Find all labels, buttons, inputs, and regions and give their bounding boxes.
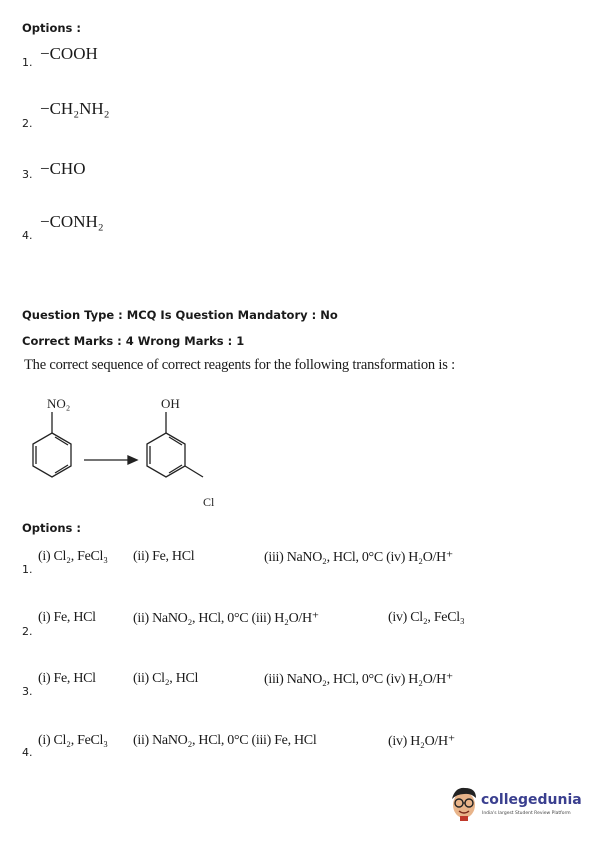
option-number: 4.	[22, 746, 33, 759]
option-number: 1.	[22, 56, 33, 69]
option-text: −CH₂NH₂	[40, 99, 110, 118]
option-part: (i) Cl₂, FeCl₃	[38, 733, 108, 748]
option-part: (iv) H₂O/H⁺	[388, 734, 455, 749]
logo-tagline: India's largest Student Review Platform	[482, 811, 571, 816]
chlorophenol-structure	[147, 412, 203, 477]
option-number: 4.	[22, 229, 33, 242]
option-part: (iii) NaNO₂, HCl, 0°C (iv) H₂O/H⁺	[264, 550, 453, 565]
option-number: 2.	[22, 117, 33, 130]
reaction-scheme	[0, 390, 300, 520]
options-heading: Options :	[22, 21, 81, 35]
option-number: 2.	[22, 625, 33, 638]
option-part: (ii) Fe, HCl	[133, 549, 195, 564]
product-label-oh: OH	[161, 396, 180, 411]
collegedunia-logo	[449, 783, 581, 827]
option-part: (ii) NaNO₂, HCl, 0°C (iii) Fe, HCl	[133, 733, 317, 748]
option-part: (iii) NaNO₂, HCl, 0°C (iv) H₂O/H⁺	[264, 672, 453, 687]
option-part: (iv) Cl₂, FeCl₃	[388, 610, 465, 625]
option-part: (i) Fe, HCl	[38, 671, 96, 686]
logo-wordmark: collegedunia	[481, 792, 582, 808]
option-text: −CHO	[40, 159, 86, 178]
option-number: 3.	[22, 168, 33, 181]
question-stem: The correct sequence of correct reagents for the following transformation is :	[24, 357, 455, 373]
option-part: (i) Fe, HCl	[38, 610, 96, 625]
option-part: (ii) NaNO₂, HCl, 0°C (iii) H₂O/H⁺	[133, 611, 319, 626]
reactant-label: NO₂	[47, 396, 71, 411]
option-part: (ii) Cl₂, HCl	[133, 671, 199, 686]
option-number: 1.	[22, 563, 33, 576]
option-part: (i) Cl₂, FeCl₃	[38, 549, 108, 564]
option-text: −COOH	[40, 44, 98, 63]
options-heading: Options :	[22, 521, 81, 535]
mascot-icon	[449, 785, 479, 821]
option-text: −CONH₂	[40, 212, 104, 231]
product-label-cl: Cl	[203, 495, 215, 509]
option-number: 3.	[22, 685, 33, 698]
question-type-line: Question Type : MCQ Is Question Mandatory : No	[22, 308, 338, 322]
reaction-arrow	[84, 456, 137, 464]
marks-line: Correct Marks : 4 Wrong Marks : 1	[22, 334, 245, 348]
nitrobenzene-structure	[33, 412, 71, 477]
